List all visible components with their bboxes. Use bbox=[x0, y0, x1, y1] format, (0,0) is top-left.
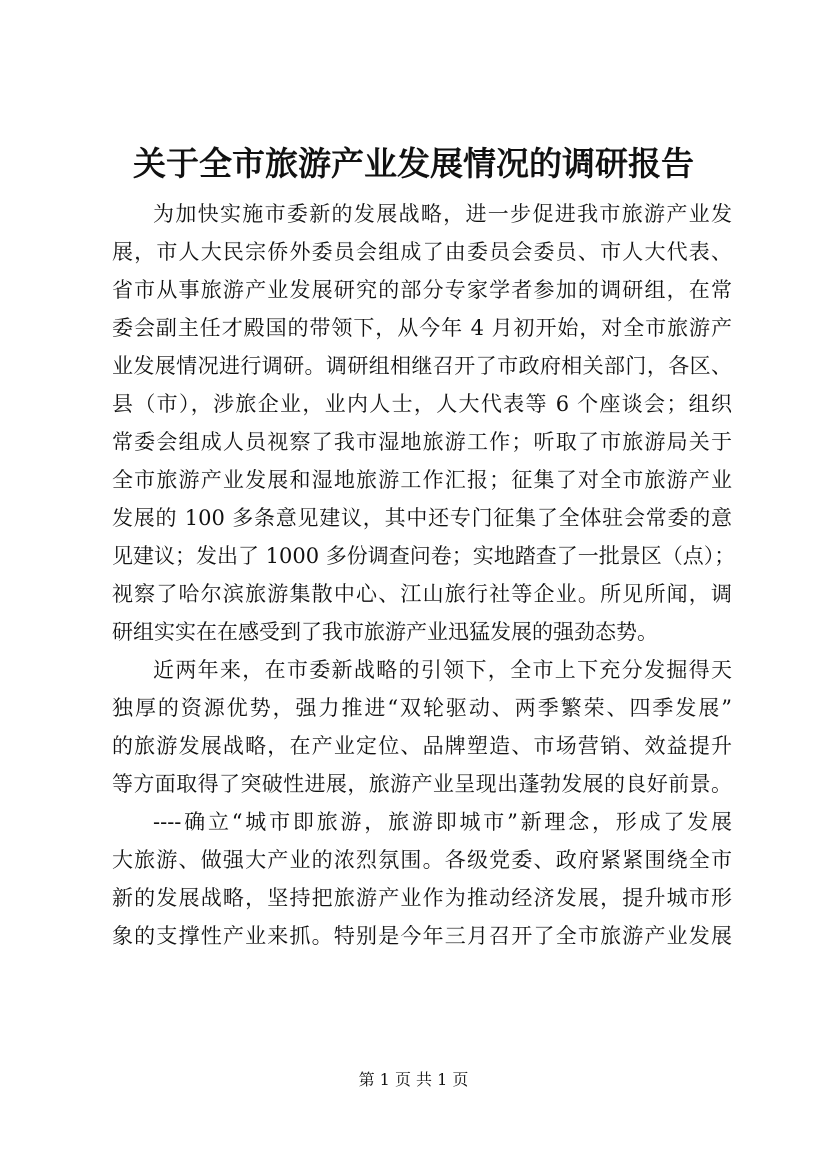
paragraph-line: ----确立“城市即旅游，旅游即城市”新理念，形成了发展 bbox=[153, 810, 732, 834]
paragraph-line: 见建议；发出了 1000 多份调查问卷；实地踏查了一批景区（点）； bbox=[112, 544, 736, 568]
paragraph-line: 研组实实在在感受到了我市旅游产业迅猛发展的强劲态势。 bbox=[112, 620, 658, 644]
paragraph-line: 大旅游、做强大产业的浓烈氛围。各级党委、政府紧紧围绕全市 bbox=[112, 848, 732, 872]
paragraph-line: 象的支撑性产业来抓。特别是今年三月召开了全市旅游产业发展 bbox=[112, 924, 732, 948]
paragraph-line: 等方面取得了突破性进展，旅游产业呈现出蓬勃发展的良好前景。 bbox=[112, 772, 732, 796]
paragraph-line: 的旅游发展战略，在产业定位、品牌塑造、市场营销、效益提升 bbox=[112, 734, 732, 758]
paragraph-line: 独厚的资源优势，强力推进“双轮驱动、两季繁荣、四季发展” bbox=[112, 696, 732, 720]
paragraph-line: 视察了哈尔滨旅游集散中心、江山旅行社等企业。所见所闻，调 bbox=[112, 582, 732, 606]
paragraph-line: 近两年来，在市委新战略的引领下，全市上下充分发掘得天 bbox=[153, 658, 732, 682]
paragraph-line: 省市从事旅游产业发展研究的部分专家学者参加的调研组，在常 bbox=[112, 278, 732, 302]
paragraph-line: 新的发展战略，坚持把旅游产业作为推动经济发展，提升城市形 bbox=[112, 886, 732, 910]
paragraph-line: 常委会组成人员视察了我市湿地旅游工作；听取了市旅游局关于 bbox=[112, 430, 732, 454]
paragraph-line: 展，市人大民宗侨外委员会组成了由委员会委员、市人大代表、 bbox=[112, 240, 732, 264]
paragraph-line: 委会副主任才殿国的带领下，从今年 4 月初开始，对全市旅游产 bbox=[112, 316, 732, 340]
paragraph-line: 发展的 100 多条意见建议，其中还专门征集了全体驻会常委的意 bbox=[112, 506, 732, 530]
paragraph-line: 为加快实施市委新的发展战略，进一步促进我市旅游产业发 bbox=[153, 202, 732, 226]
paragraph-line: 全市旅游产业发展和湿地旅游工作汇报；征集了对全市旅游产业 bbox=[112, 468, 732, 492]
document-title: 关于全市旅游产业发展情况的调研报告 bbox=[133, 144, 694, 183]
page-number-footer: 第 1 页 共 1 页 bbox=[358, 1070, 469, 1089]
paragraph-line: 业发展情况进行调研。调研组相继召开了市政府相关部门，各区、 bbox=[112, 354, 732, 378]
paragraph-line: 县（市），涉旅企业，业内人士，人大代表等 6 个座谈会；组织 bbox=[112, 392, 732, 416]
